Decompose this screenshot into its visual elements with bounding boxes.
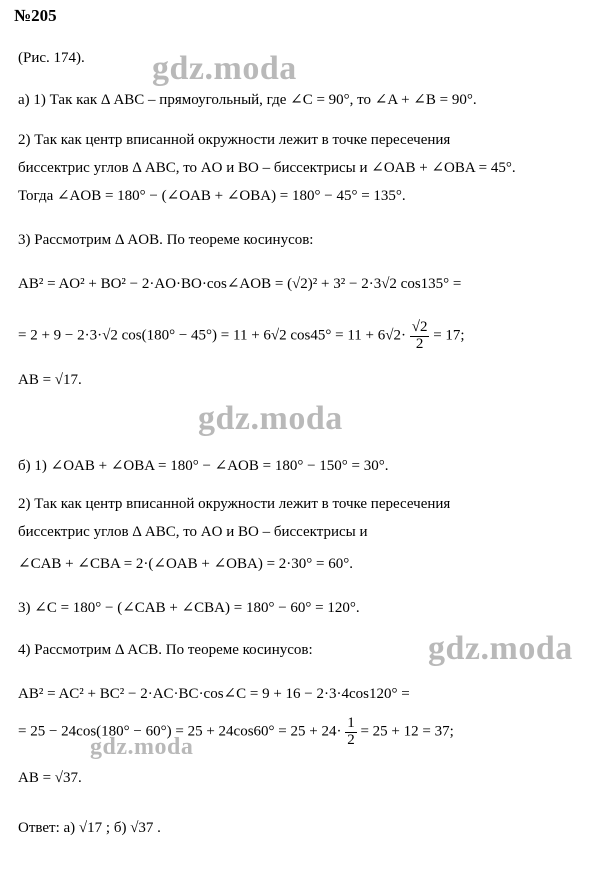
part-b-equation1: AB² = AC² + BC² − 2·AC·BC·cos∠C = 9 + 16 − 2·3·4cos120° = [18, 686, 410, 702]
watermark: gdz.moda [90, 734, 194, 760]
part-b-step4: 4) Рассмотрим Δ ACB. По теореме косинусов: [18, 642, 313, 658]
answer: Ответ: а) √17 ; б) √37 . [18, 820, 161, 836]
part-a-equation2 [18, 320, 465, 353]
part-b-step3: 3) ∠C = 180° − (∠CAB + ∠CBA) = 180° − 60° = 120°. [18, 600, 360, 616]
part-b-equation2 [18, 716, 454, 749]
fraction-denominator: 2 [415, 335, 424, 352]
fraction-denominator: 2 [347, 731, 355, 748]
problem-title: №205 [14, 6, 57, 25]
part-a-step2-line3: Тогда ∠AOB = 180° − (∠OAB + ∠OBA) = 180° − 45° = 135°. [18, 188, 406, 204]
part-b-step2-line1: 2) Так как центр вписанной окружности лежит в точке пересечения [18, 496, 451, 512]
watermark: gdz.moda [428, 630, 573, 667]
part-b-step2-line3: ∠CAB + ∠CBA = 2·(∠OAB + ∠OBA) = 2·30° = 60°. [18, 556, 353, 572]
part-b-equation2-end: = 25 + 12 = 37; [360, 723, 454, 740]
fraction-numerator: 1 [347, 715, 355, 731]
part-a-equation2-end: = 17; [433, 327, 465, 344]
part-a-step2-line1: 2) Так как центр вписанной окружности лежит в точке пересечения [18, 132, 451, 148]
part-a-result: AB = √17. [18, 372, 82, 388]
fraction-numerator: √2 [411, 319, 428, 335]
part-a-step2-line2: биссектрис углов Δ ABC, то AO и BO – биссектрисы и ∠OAB + ∠OBA = 45°. [18, 160, 516, 176]
part-a-equation1: AB² = AO² + BO² − 2·AO·BO·cos∠AOB = (√2)² + 3² − 2·3√2 cos135° = [18, 276, 462, 292]
part-a-equation2-start: = 2 + 9 − 2·3·√2 cos(180° − 45°) = 11 + 6√2 cos45° = 11 + 6√2· [18, 327, 406, 344]
watermark: gdz.moda [152, 50, 297, 87]
part-a-step3: 3) Рассмотрим Δ AOB. По теореме косинусов: [18, 232, 314, 248]
part-a-step1: а) 1) Так как Δ ABC – прямоугольный, где ∠C = 90°, то ∠A + ∠B = 90°. [18, 92, 477, 108]
watermark: gdz.moda [198, 400, 343, 437]
part-b-result: AB = √37. [18, 770, 82, 786]
figure-reference: (Рис. 174). [18, 50, 85, 66]
part-b-step1: б) 1) ∠OAB + ∠OBA = 180° − ∠AOB = 180° − 150° = 30°. [18, 458, 389, 474]
part-b-equation2-start: = 25 − 24cos(180° − 60°) = 25 + 24cos60° = 25 + 24· [18, 723, 342, 740]
part-b-step2-line2: биссектрис углов Δ ABC, то AO и BO – биссектрисы и [18, 524, 368, 540]
fraction [410, 320, 430, 353]
fraction [345, 716, 357, 749]
